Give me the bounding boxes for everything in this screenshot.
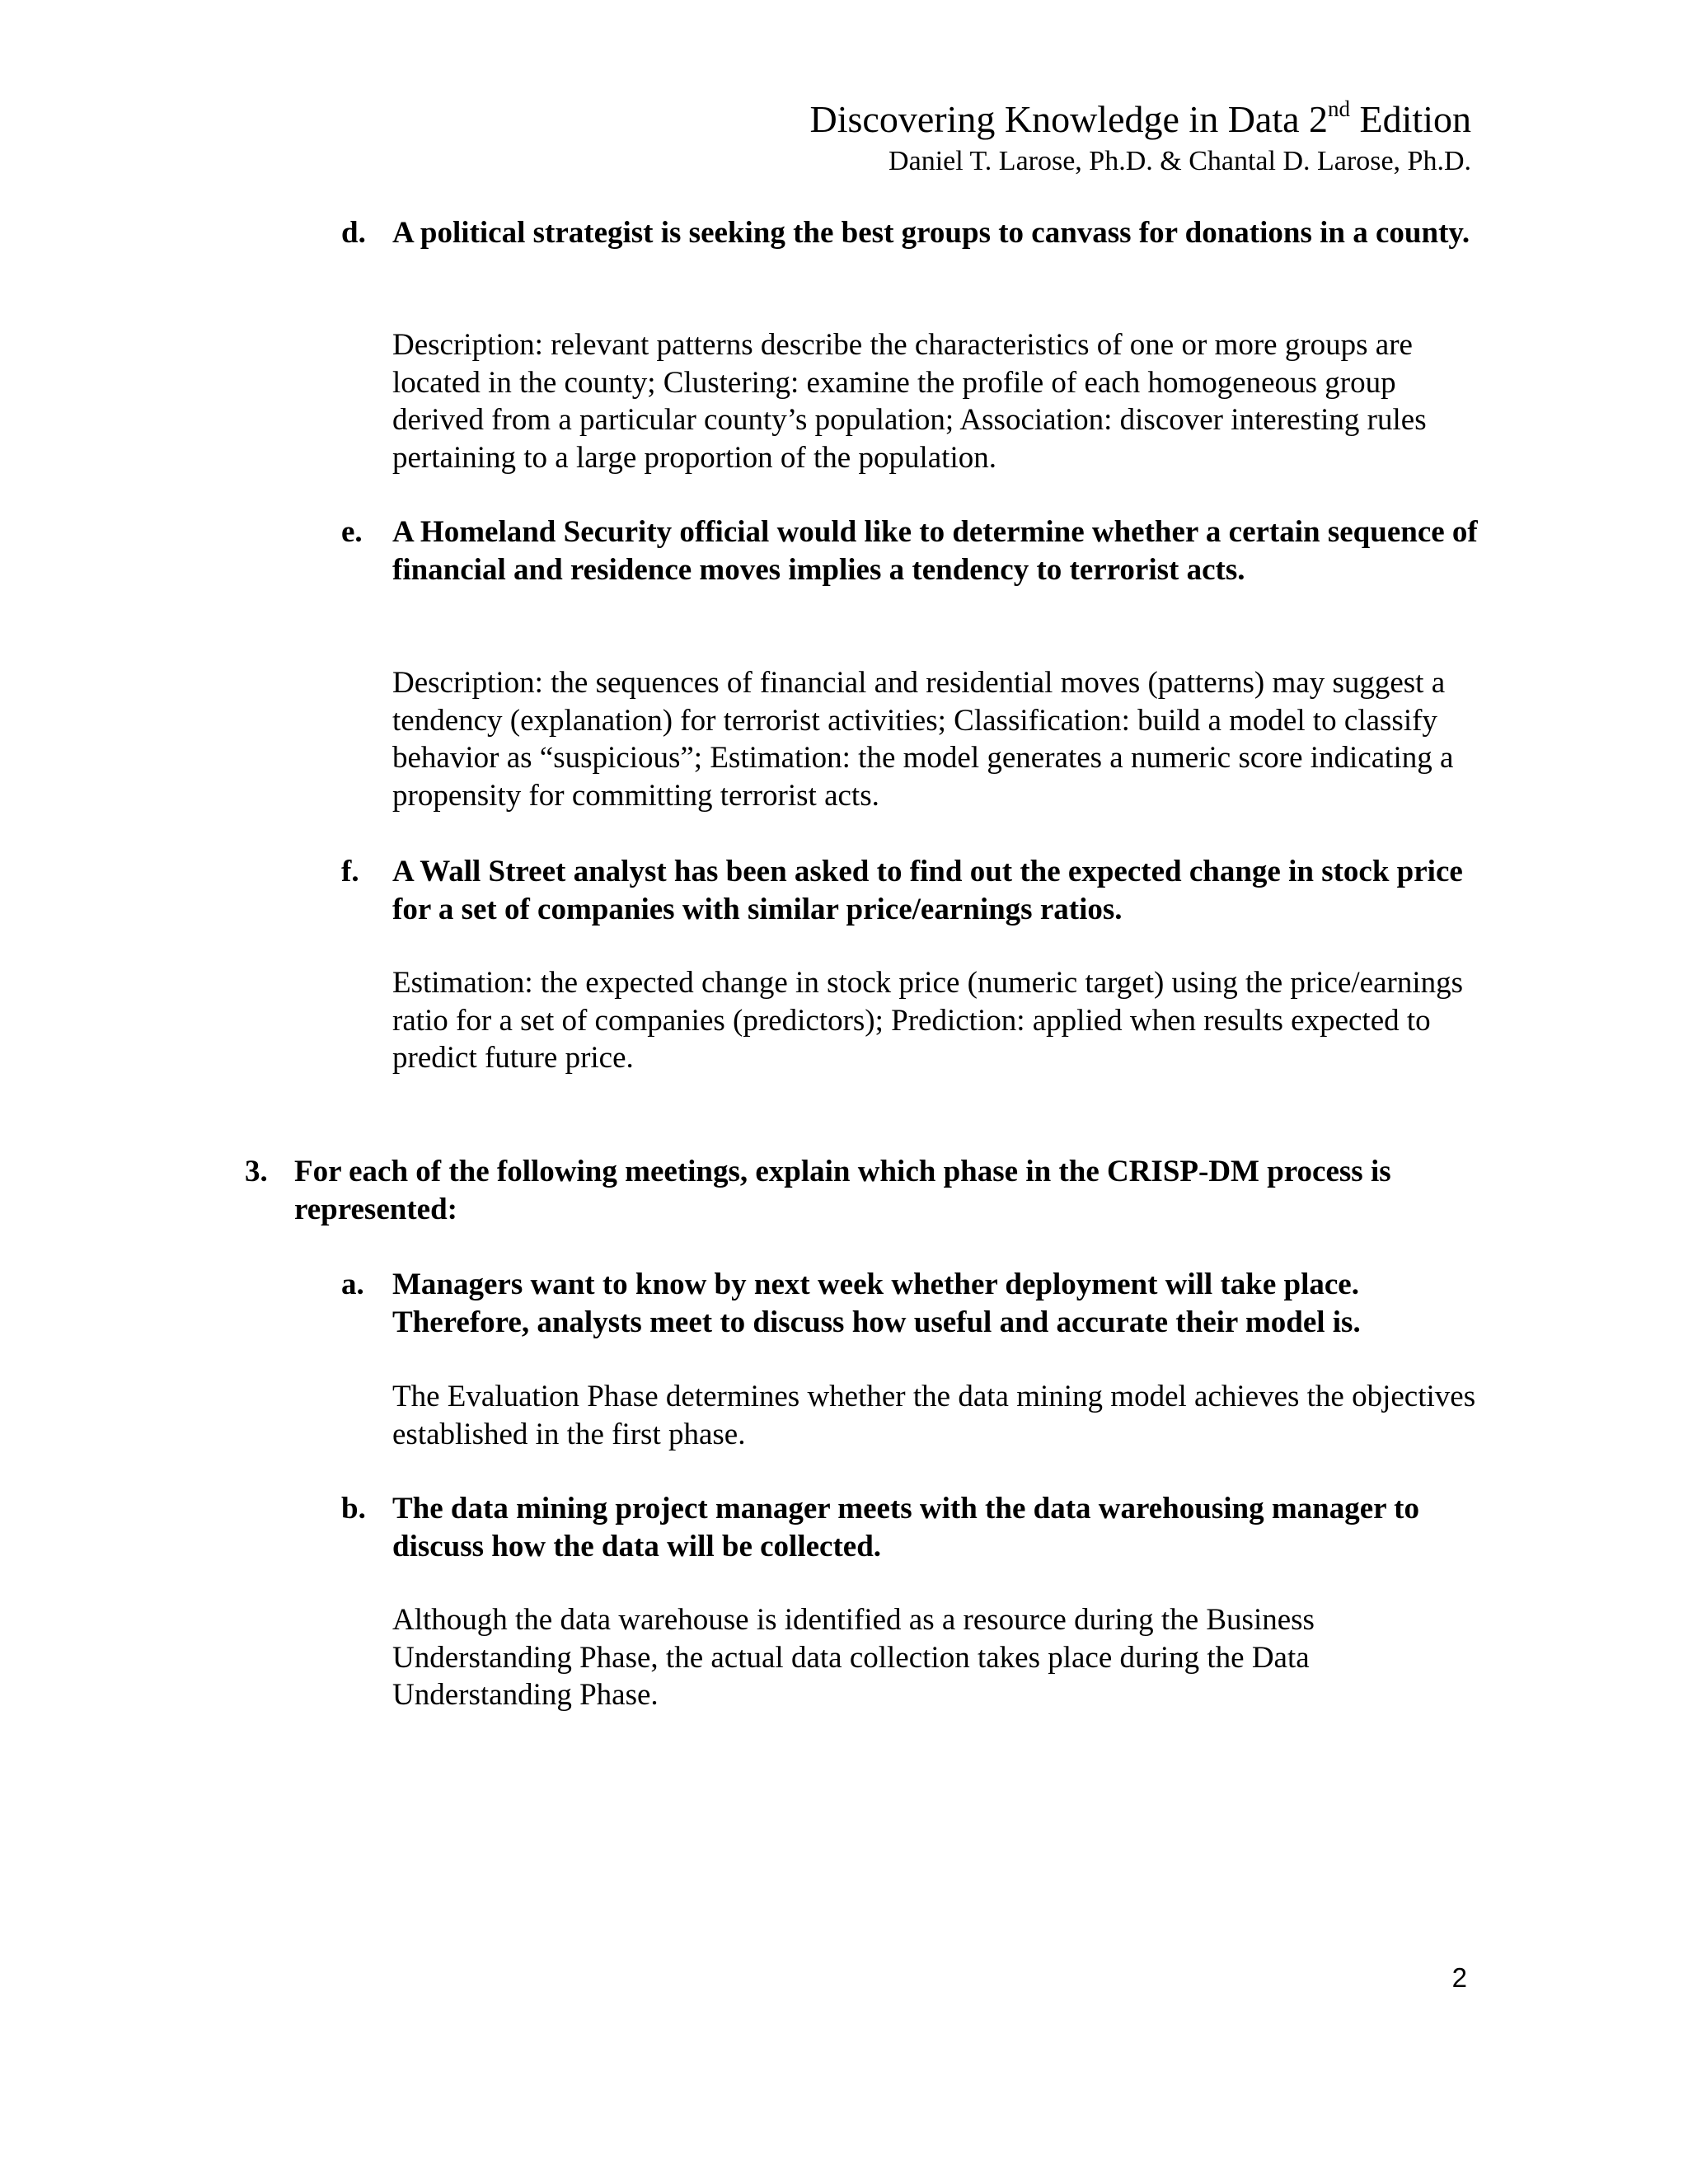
book-title bbox=[810, 97, 1471, 142]
item-d-label: d. bbox=[341, 216, 366, 250]
book-title-superscript: nd bbox=[1328, 96, 1351, 121]
item-e-answer: Description: the sequences of financial and residential moves (patterns) may suggest a tendency (explanation) for terrorist activities; Classification: build a model to classify behavior as “suspicious”; Estimation: the model generates a numeric score indicating a propensity for committing terrorist acts. bbox=[392, 666, 1454, 813]
item-3b-question: The data mining project manager meets with the data warehousing manager to discuss how the data will be collected. bbox=[392, 1492, 1419, 1563]
book-authors: Daniel T. Larose, Ph.D. & Chantal D. Larose, Ph.D. bbox=[889, 146, 1471, 176]
question-3-label: 3. bbox=[245, 1155, 268, 1188]
item-3a-answer: The Evaluation Phase determines whether the data mining model achieves the objectives established in the first phase. bbox=[392, 1380, 1476, 1451]
page-number: 2 bbox=[1451, 1962, 1467, 1993]
item-3b-label: b. bbox=[341, 1492, 366, 1526]
item-d-answer: Description: relevant patterns describe the characteristics of one or more groups are located in the county; Clustering: examine the profile of each homogeneous group derived from a particular county’s population; Association: discover interesting rules pertaining to a large proportion of the population. bbox=[392, 328, 1427, 475]
item-f-question: A Wall Street analyst has been asked to find out the expected change in stock price for a set of companies with similar price/earnings ratios. bbox=[392, 855, 1463, 926]
book-title-main: Discovering Knowledge in Data 2 bbox=[809, 98, 1329, 140]
item-d-question: A political strategist is seeking the best groups to canvass for donations in a county. bbox=[392, 216, 1470, 250]
item-e-label: e. bbox=[341, 515, 363, 549]
item-f-answer: Estimation: the expected change in stock price (numeric target) using the price/earnings ratio for a set of companies (predictors); Prediction: applied when results expected to predict future price. bbox=[392, 966, 1463, 1075]
item-3b-answer: Although the data warehouse is identified as a resource during the Business Understanding Phase, the actual data collection takes place during the Data Understanding Phase. bbox=[392, 1603, 1315, 1712]
item-3a-label: a. bbox=[341, 1268, 364, 1301]
question-3-text: For each of the following meetings, explain which phase in the CRISP-DM process is represented: bbox=[294, 1155, 1391, 1226]
book-title-edition: Edition bbox=[1350, 98, 1471, 140]
item-3a-question: Managers want to know by next week whether deployment will take place. Therefore, analysts meet to discuss how useful and accurate their model is. bbox=[392, 1268, 1361, 1339]
item-f-label: f. bbox=[341, 855, 359, 888]
page-header bbox=[810, 97, 1471, 178]
item-e-question: A Homeland Security official would like to determine whether a certain sequence of financial and residence moves implies a tendency to terrorist acts. bbox=[392, 515, 1478, 587]
